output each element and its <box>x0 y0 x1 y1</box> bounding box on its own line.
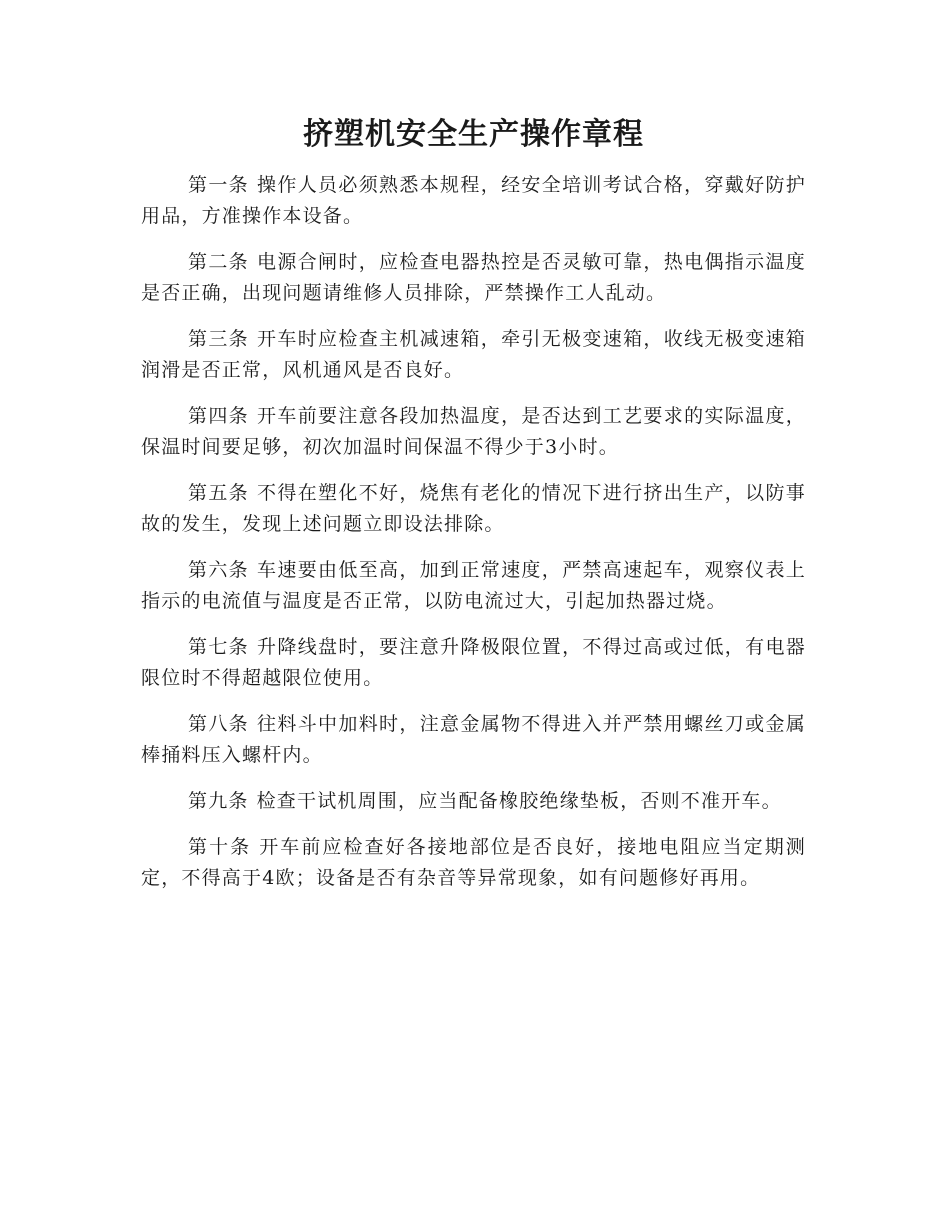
article-label: 第三条 <box>188 328 250 350</box>
article-label: 第九条 <box>188 790 249 812</box>
article-text: 电源合闸时，应检查电器热控是否灵敏可靠，热电偶指示温度是否正确，出现问题请维修人员排除，严禁操作工人乱动。 <box>141 251 806 304</box>
article-8 <box>141 709 806 771</box>
article-text: 不得在塑化不好，烧焦有老化的情况下进行挤出生产，以防事故的发生，发现上述问题立即设法排除。 <box>141 482 806 535</box>
article-10 <box>141 832 806 894</box>
article-label: 第二条 <box>188 251 250 273</box>
article-text: 检查干试机周围，应当配备橡胶绝缘垫板，否则不准开车。 <box>256 790 782 812</box>
article-text: 开车前要注意各段加热温度，是否达到工艺要求的实际温度，保温时间要足够，初次加温时间保温不得少于3小时。 <box>141 405 806 458</box>
article-text: 操作人员必须熟悉本规程，经安全培训考试合格，穿戴好防护用品，方准操作本设备。 <box>141 174 806 227</box>
article-2 <box>141 247 806 309</box>
article-text: 开车前应检查好各接地部位是否良好，接地电阻应当定期测定，不得高于4欧；设备是否有杂音等异常现象，如有问题修好再用。 <box>141 836 807 889</box>
article-3 <box>141 324 806 386</box>
document-title: 挤塑机安全生产操作章程 <box>303 117 644 152</box>
article-text: 开车时应检查主机减速箱，牵引无极变速箱，收线无极变速箱润滑是否正常，风机通风是否良好。 <box>141 328 806 381</box>
article-label: 第八条 <box>188 713 250 735</box>
article-label: 第四条 <box>188 405 250 427</box>
article-text: 车速要由低至高，加到正常速度，严禁高速起车，观察仪表上指示的电流值与温度是否正常，以防电流过大，引起加热器过烧。 <box>141 559 806 612</box>
article-4 <box>141 401 806 463</box>
article-7 <box>141 632 806 694</box>
article-text: 往料斗中加料时，注意金属物不得进入并严禁用螺丝刀或金属棒捅料压入螺杆内。 <box>141 713 806 766</box>
article-label: 第六条 <box>188 559 250 581</box>
article-label: 第十条 <box>188 836 252 858</box>
article-1 <box>141 170 806 232</box>
article-9 <box>141 786 806 817</box>
article-label: 第一条 <box>188 174 250 196</box>
article-text: 升降线盘时，要注意升降极限位置，不得过高或过低，有电器限位时不得超越限位使用。 <box>141 636 806 689</box>
article-label: 第七条 <box>188 636 250 658</box>
article-5 <box>141 478 806 540</box>
article-label: 第五条 <box>188 482 250 504</box>
article-6 <box>141 555 806 617</box>
